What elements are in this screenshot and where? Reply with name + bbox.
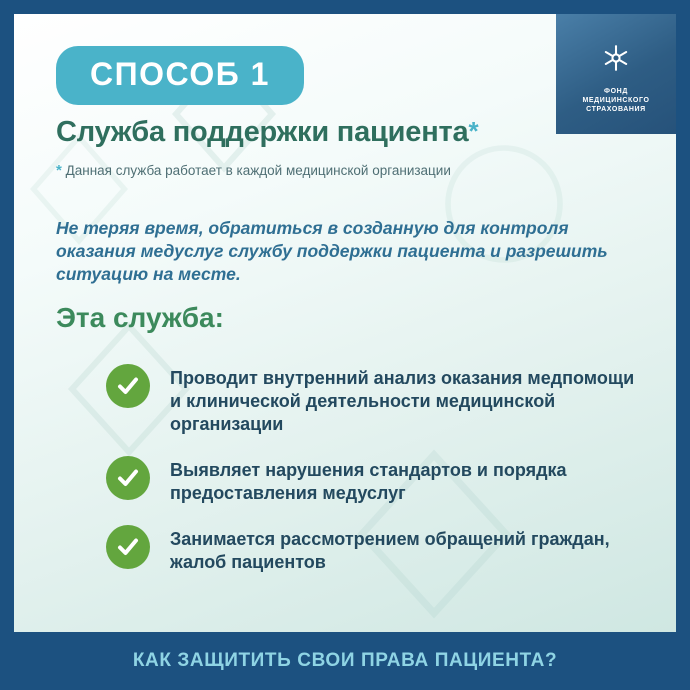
footer-text: КАК ЗАЩИТИТЬ СВОИ ПРАВА ПАЦИЕНТА? bbox=[132, 650, 558, 671]
page-title bbox=[56, 116, 478, 149]
organization-logo bbox=[556, 14, 676, 134]
list-item-text: Проводит внутренний анализ оказания медпомощи и клинической деятельности медицинской организации bbox=[170, 368, 635, 434]
section-subtitle: Эта служба: bbox=[56, 302, 224, 333]
check-icon bbox=[106, 456, 150, 500]
footer-banner bbox=[0, 632, 690, 690]
check-icon bbox=[106, 525, 150, 569]
footnote bbox=[56, 162, 451, 179]
list-item-text: Выявляет нарушения стандартов и порядка предоставления медуслуг bbox=[170, 460, 567, 503]
logo-line-1: ФОНД bbox=[604, 87, 628, 95]
list-item bbox=[106, 454, 636, 505]
snowflake-logo-icon bbox=[599, 41, 633, 80]
benefits-list bbox=[106, 362, 636, 592]
lead-paragraph: Не теряя время, обратиться в созданную для контроля оказания медуслуг службу поддержки пациента и разрешить ситуацию на месте. bbox=[56, 218, 608, 284]
check-icon bbox=[106, 364, 150, 408]
title-asterisk: * bbox=[468, 116, 479, 146]
footnote-text: Данная служба работает в каждой медицинской организации bbox=[65, 163, 451, 178]
footnote-asterisk: * bbox=[56, 162, 62, 179]
logo-line-3: СТРАХОВАНИЯ bbox=[586, 105, 646, 113]
list-item bbox=[106, 523, 636, 574]
content-panel bbox=[14, 14, 676, 632]
method-badge: СПОСОБ 1 bbox=[56, 46, 304, 105]
list-item-text: Занимается рассмотрением обращений граждан, жалоб пациентов bbox=[170, 529, 610, 572]
logo-line-2: МЕДИЦИНСКОГО bbox=[582, 96, 650, 104]
page-title-text: Служба поддержки пациента bbox=[56, 116, 469, 148]
list-item bbox=[106, 362, 636, 436]
